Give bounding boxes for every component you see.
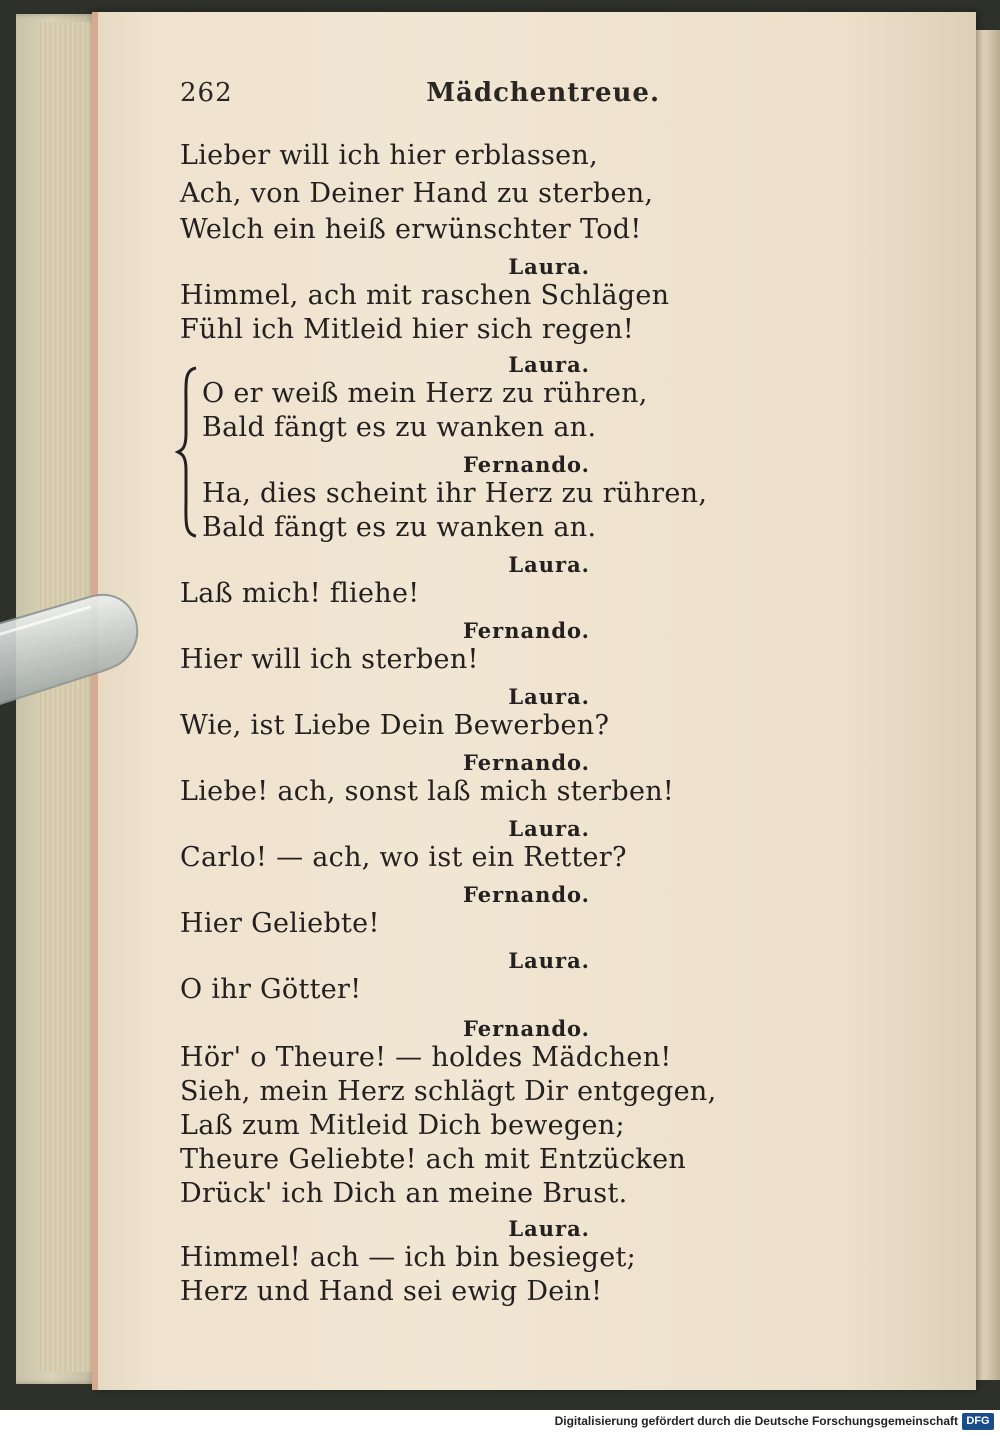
- verse-line: O er weiß mein Herz zu rühren,: [202, 378, 648, 409]
- speaker-name: Fernando.: [463, 750, 590, 775]
- verse-line: Hier Geliebte!: [180, 908, 380, 939]
- speaker-name: Laura.: [508, 552, 590, 577]
- speaker-name: Laura.: [508, 684, 590, 709]
- verse-line: Liebe! ach, sonst laß mich sterben!: [180, 776, 675, 807]
- speaker-name: Fernando.: [463, 452, 590, 477]
- footer-bar: [0, 1410, 1000, 1435]
- verse-line: O ihr Götter!: [180, 974, 362, 1005]
- verse-line: Bald fängt es zu wanken an.: [202, 512, 597, 543]
- verse-line: Fühl ich Mitleid hier sich regen!: [180, 314, 635, 345]
- verse-line: Ha, dies scheint ihr Herz zu rühren,: [202, 478, 708, 509]
- speaker-name: Fernando.: [463, 882, 590, 907]
- show-through-text: [668, 132, 1000, 1332]
- verse-line: Himmel! ach — ich bin besieget;: [180, 1242, 637, 1273]
- verse-line: Wie, ist Liebe Dein Bewerben?: [180, 710, 610, 741]
- verse-line: Sieh, mein Herz schlägt Dir entgegen,: [180, 1076, 717, 1107]
- verse-line: Himmel, ach mit raschen Schlägen: [180, 280, 670, 311]
- speaker-name: Fernando.: [463, 1016, 590, 1041]
- verse-line: Hier will ich sterben!: [180, 644, 479, 675]
- verse-line: Drück' ich Dich an meine Brust.: [180, 1178, 628, 1209]
- speaker-name: Laura.: [508, 1216, 590, 1241]
- verse-line: Bald fängt es zu wanken an.: [202, 412, 597, 443]
- speaker-name: Laura.: [508, 352, 590, 377]
- verse-line: Welch ein heiß erwünschter Tod!: [180, 214, 642, 245]
- verse-line: Herz und Hand sei ewig Dein!: [180, 1276, 603, 1307]
- verse-line: Laß mich! fliehe!: [180, 578, 420, 609]
- page-number: 262: [180, 78, 233, 108]
- dfg-logo-icon: DFG: [962, 1413, 994, 1430]
- page-header: [180, 78, 660, 118]
- funding-credit: Digitalisierung gefördert durch die Deutsche Forschungsgemeinschaft: [554, 1414, 958, 1428]
- speaker-name: Laura.: [508, 816, 590, 841]
- speaker-name: Laura.: [508, 254, 590, 279]
- verse-line: Hör' o Theure! — holdes Mädchen!: [180, 1042, 672, 1073]
- verse-line: Theure Geliebte! ach mit Entzücken: [180, 1144, 687, 1175]
- running-title: Mädchentreue.: [426, 78, 660, 108]
- verse-line: Carlo! — ach, wo ist ein Retter?: [180, 842, 627, 873]
- verse-line: Lieber will ich hier erblassen,: [180, 140, 598, 171]
- verse-line: Ach, von Deiner Hand zu sterben,: [180, 178, 654, 209]
- speaker-name: Laura.: [508, 948, 590, 973]
- verse-line: Laß zum Mitleid Dich bewegen;: [180, 1110, 625, 1141]
- speaker-name: Fernando.: [463, 618, 590, 643]
